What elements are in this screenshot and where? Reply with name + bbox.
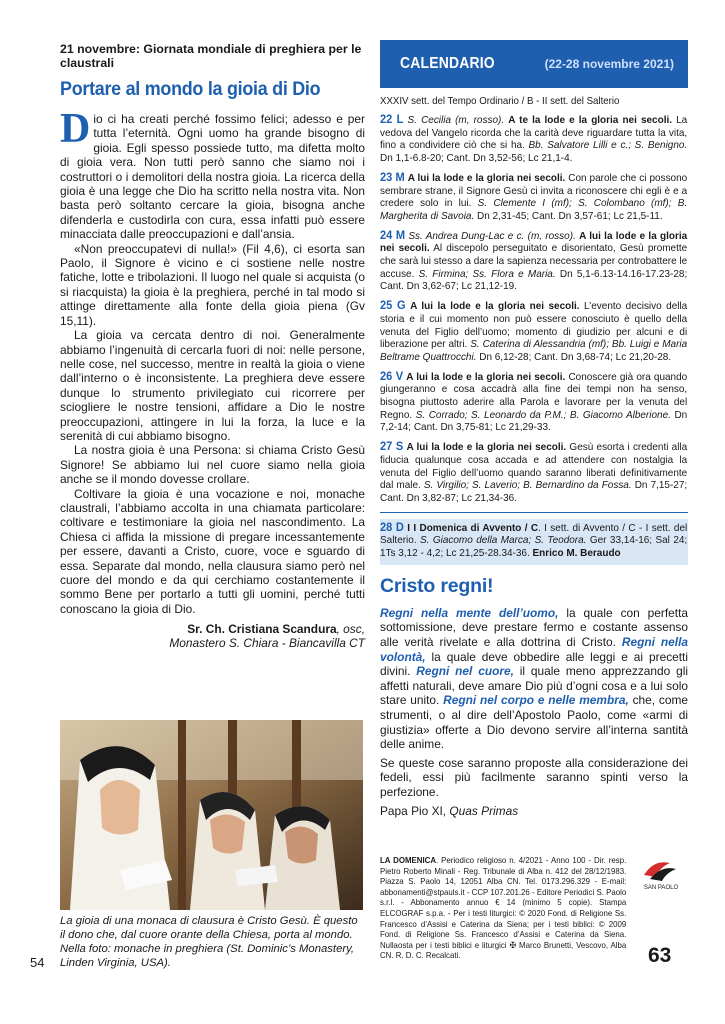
calendar-author: Enrico M. Beraudo: [532, 548, 621, 560]
article-paragraph: Coltivare la gioia è una vocazione e noi, monache claustrali, l’abbiamo accolta in una chiamata particolare: coltivare e testimoniare la gioia nel nascondimento. La Chiesa ci affida la missione di pregare incessantemente per essere, davanti a Cristo, cuore, voce e sguardo di essa. Separate dal mondo, nella clausura siamo però nel cuore del mondo e da qui cerchiamo costantemente il sommo Bene per portarlo a tutti gli uomini, perché tutti conoscano la gioia di Dio.: [60, 486, 365, 616]
calendar-title: CALENDARIO: [400, 55, 495, 72]
calendar-day: 28 D: [380, 521, 404, 534]
article-headline: Portare al mondo la gioia di Dio: [60, 78, 321, 100]
calendar-entry: 25 G A lui la lode e la gloria nei secoli. L’evento decisivo della storia e il cui momento non può essere conosciuto è quello della venuta del Figlio dell’uomo; momento di giudizio per alcuni e di liberazione per altri. S. Caterina di Alessandria (mf); Bb. Luigi e Maria Beltrame Quattrocchi. Dn 6,12-28; Cant. Dn 3,68-74; Lc 21,20-28.: [380, 300, 688, 363]
calendar-entry: 26 V A lui la lode e la gloria nei secoli. Conoscere già ora quando giungeranno e cosa accadrà alla fine dei tempi non ha senso, bisogna piuttosto aderire alla Parola e lavorare per la venuta del Regno. S. Corrado; S. Leonardo da P.M.; B. Giacomo Alberione. Dn 7,2-14; Cant. Dn 3,75-81; Lc 21,29-33.: [380, 370, 688, 434]
calendar-day: 24 M: [380, 229, 406, 242]
cristo-regni-body: [380, 606, 688, 800]
calendar-entry: 24 M Ss. Andrea Dung-Lac e c. (m, rosso). A lui la lode e la gloria nei secoli. Al discepolo perseguitato e disorientato, Gesù promette che sarà lui stesso a dare la sapienza necessaria per controbattere le accuse. S. Firmina; Ss. Flora e Maria. Dn 5,1-6.13-14.16-17.23-28; Cant. Dn 3,62-67; Lc 21,12-19.: [380, 229, 688, 293]
imprint: [380, 855, 626, 961]
article-paragraph: La nostra gioia è una Persona: si chiama Cristo Gesù Signore! Se abbiamo lui nel cuore siamo nella gioia anche se il mondo dovesse crollare.: [60, 443, 365, 487]
calendar-feast: I I Domenica di Avvento / C: [407, 522, 539, 534]
nuns-photo: [60, 720, 363, 910]
calendar-list: [380, 114, 688, 506]
calendar-range: (22-28 novembre 2021): [544, 57, 674, 71]
calendar-header: [380, 40, 688, 88]
dropcap: D: [60, 106, 91, 152]
calendar-day: 27 S: [380, 441, 404, 454]
calendar-day: 26 V: [380, 370, 404, 383]
left-column: [60, 42, 365, 650]
cristo-regni-title: Cristo regni!: [380, 574, 494, 597]
cristo-regni-paragraph: Se queste cose saranno proposte alla considerazione dei fedeli, essi più facilmente saranno spinti verso la perfezione.: [380, 755, 688, 799]
article-kicker: 21 novembre: Giornata mondiale di preghiera per le claustrali: [60, 42, 362, 70]
page-number-right: 63: [648, 944, 672, 967]
article-paragraph: La gioia va cercata dentro di noi. Generalmente abbiamo l’ingenuità di cercarla fuori di noi: nelle persone, nelle cose, nel successo, mentre in realtà la gioia o viene dall’interno o è inconsistente. La preghiera deve essere dunque lo strumento privilegiato cui ricorrere per sciogliere le nostre tensioni, affidare a Dio le nostre preoccupazioni, attingere in lui la forza, la luce e la serenità di cui abbiamo bisogno.: [60, 328, 365, 443]
calendar-day: 22 L: [380, 114, 404, 126]
article-paragraph: «Non preoccupatevi di nulla!» (Fil 4,6), ci esorta san Paolo, il Signore è vicino e ci sostiene nelle nostre fatiche, lotte e tribolazioni. Il luogo nel quale si acquista (o si riacquista) la gioia è la preghiera, perché in tal modo si attinge direttamente alla fonte della gioia piena (Gv 15,11).: [60, 241, 365, 328]
calendar-divider: [380, 512, 688, 513]
imprint-title: LA DOMENICA: [380, 855, 437, 865]
right-column: [380, 40, 688, 818]
cristo-regni-author: Papa Pio XI, Quas Primas: [380, 803, 519, 818]
calendar-entry: 22 L S. Cecilia (m, rosso). A te la lode e la gloria nei secoli. La vedova del Vangelo ricorda che la carità deve riguardare tutta la vita, fino a condividere ciò che si ha. Bb. Salvatore Lilli e c.; S. Benigno. Dn 1,1-6.8-20; Cant. Dn 3,52-56; Lc 21,1-4.: [380, 114, 688, 165]
signature-role: , osc,: [336, 622, 365, 637]
imprint-text: . Periodico religioso n. 4/2021 - Anno 100 - Dir. resp. Pietro Roberto Minali - Reg. Tribunale di Alba n. 412 del 28/12/1983. Piazza S. Paolo 14, 12051 Alba CN. Tel. 0173.296.329 - E-mail: abbonamenti@stpauls.it - CCP 107.201.26 - Editore Periodici S. Paolo s.r.l. - Abbonamento annuo € 14 (minimo 5 copie). Stampa ELCOGRAF s.p.a. - Per i testi liturgici: © 2020 Fond. di Religione Ss. Francesco d’Assisi e Caterina da Siena; per i testi biblici: © 2009 Fond. di Religione Ss. Francesco d’Assisi e Caterina da Siena. Nullaosta per i testi biblici e liturgici ✠ Marco Brunetti, Vescovo, Alba CN. R. D. C. Recalcati.: [380, 855, 627, 961]
article-paragraph: Dio ci ha creati perché fossimo felici; adesso e per tutta l’eternità. Ogni uomo ha grande bisogno di gioia. Egli spesso possiede tutto, ma difetta molto di gioia vera. Non tutti però sanno che siamo noi i costruttori o i demolitori della nostra gioia. La ricerca della gioia è una legge che Dio ha scritto nella nostra vita. Non basta però soltanto cercare la gioia, bisogna anche difenderla e custodirla con cura, essa infatti può essere minacciata dalle preoccupazioni e dall’ansia.: [60, 106, 365, 242]
page-number-left: 54: [30, 955, 45, 970]
cristo-regni-paragraph: Regni nella mente dell’uomo, la quale con perfetta sottomissione, deve prestare fermo e costante assenso alle verità rivelate e alla dottrina di Cristo. Regni nella volontà, la quale deve obbedire alle leggi e ai precetti divini. Regni nel cuore, il quale meno apprezzando gli affetti naturali, deve amare Dio più d’ogni cosa e a lui solo stare unito. Regni nel corpo e nelle membra, che, come strumenti, o al dire dell’Apostolo Paolo, come «armi di giustizia» offerte a Dio devono servire all’interna santità delle anime.: [380, 605, 689, 752]
article-signature: [60, 622, 365, 650]
calendar-entry-sunday: 28 D I I Domenica di Avvento / C. I sett. di Avvento / C - I sett. del Salterio. S. Giacomo della Marca; S. Teodora. Ger 33,14-16; Sal 24; 1Ts 3,12 - 4,2; Lc 21,25-28.34-36. Enrico M. Beraudo: [380, 521, 688, 560]
san-paolo-logo: [636, 855, 686, 891]
calendar-day: 23 M: [380, 171, 405, 184]
calendar-subtitle: XXXIV sett. del Tempo Ordinario / B - II sett. del Salterio: [380, 96, 620, 107]
calendar-entry: 27 S A lui la lode e la gloria nei secoli. Gesù esorta i credenti alla fiducia qualunque cosa accada e ad attendere con nostalgia la venuta del Figlio dell’uomo quando saranno liberati definitivamente dal male. S. Virgilio; S. Laverio; B. Bernardino da Fossa. Dn 7,15-27; Cant. Dn 3,82-87; Lc 21,34-36.: [380, 441, 688, 504]
calendar-day: 25 G: [380, 300, 406, 313]
logo-text: SAN PAOLO: [643, 885, 679, 891]
article-body: [60, 106, 365, 616]
nuns-illustration: [60, 720, 363, 910]
photo-caption: La gioia di una monaca di clausura è Cristo Gesù. È questo il dono che, dal cuore orante della Chiesa, porta al mondo. Nella foto: monache in preghiera (St. Dominic’s Monastery, Linden Virginia, USA).: [60, 915, 358, 969]
signature-place: Monastero S. Chiara - Biancavilla CT: [169, 636, 365, 651]
calendar-sunday-box: [380, 519, 688, 565]
calendar-entry: 23 M A lui la lode e la gloria nei secoli. Con parole che ci possono sembrare strane, il Signore Gesù ci invita a riconoscere chi egli è e a credere solo in lui. S. Clemente I (mf); S. Colombano (mf); B. Margherita di Savoia. Dn 2,31-45; Cant. Dn 3,57-61; Lc 21,5-11.: [380, 171, 688, 222]
signature-name: Sr. Ch. Cristiana Scandura: [187, 622, 337, 637]
